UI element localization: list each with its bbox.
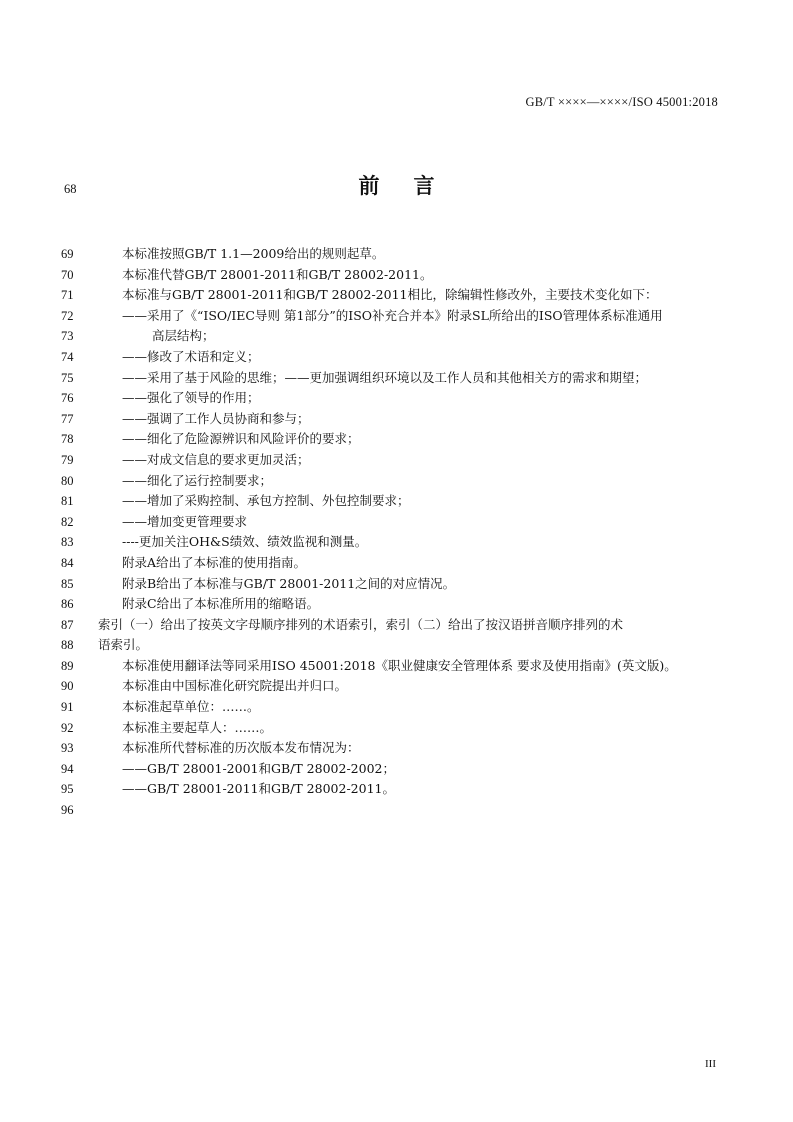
- text-line: [0, 450, 793, 471]
- line-number: 85: [61, 576, 74, 591]
- text-line: [0, 656, 793, 677]
- text-line: [0, 635, 793, 656]
- line-text: 高层结构；: [152, 328, 215, 344]
- text-line: [0, 532, 793, 553]
- line-number: 76: [61, 391, 74, 406]
- line-number: 79: [61, 452, 74, 467]
- line-number: 92: [61, 720, 74, 735]
- line-number: 69: [61, 247, 74, 261]
- line-number: 77: [61, 411, 74, 426]
- line-text: 本标准按照GB/T 1.1—2009给出的规则起草。: [122, 246, 385, 261]
- line-text: ——GB/T 28001-2011和GB/T 28002-2011。: [122, 781, 395, 797]
- line-text: 语索引。: [98, 637, 149, 653]
- text-line: [0, 491, 793, 512]
- text-line: [0, 429, 793, 450]
- line-number: 91: [61, 700, 74, 715]
- line-text: ——强调了工作人员协商和参与；: [122, 410, 310, 426]
- line-text: ——GB/T 28001-2001和GB/T 28002-2002；: [122, 760, 395, 776]
- line-text: 附录B给出了本标准与GB/T 28001-2011之间的对应情况。: [122, 575, 456, 591]
- page-number: III: [705, 1058, 716, 1070]
- text-line: [0, 409, 793, 430]
- text-line: [0, 553, 793, 574]
- line-text: ----更加关注OH&S绩效、绩效监视和测量。: [122, 534, 368, 550]
- line-number: 87: [61, 617, 74, 632]
- text-line: [0, 285, 793, 306]
- line-number: 93: [61, 741, 74, 756]
- line-number: 72: [61, 308, 74, 323]
- line-number: 68: [64, 182, 77, 196]
- text-line: [0, 800, 793, 821]
- line-text: ——强化了领导的作用；: [122, 390, 260, 406]
- line-number: 80: [61, 473, 74, 488]
- line-text: 本标准由中国标准化研究院提出并归口。: [122, 678, 348, 694]
- line-number: 81: [61, 494, 74, 509]
- foreword-body: [0, 244, 793, 821]
- line-number: 70: [61, 267, 74, 282]
- title-row: [0, 170, 793, 204]
- text-line: [0, 615, 793, 636]
- line-number: 89: [61, 658, 74, 673]
- line-text: ——对成文信息的要求更加灵活；: [122, 451, 310, 467]
- standard-code-header: GB/T ××××—××××/ISO 45001:2018: [525, 95, 718, 109]
- line-number: 95: [61, 782, 74, 797]
- text-line: [0, 265, 793, 286]
- line-text: 本标准所代替标准的历次版本发布情况为：: [122, 740, 360, 756]
- line-text: 本标准使用翻译法等同采用ISO 45001:2018《职业健康安全管理体系 要求及使用指南》(英文版)。: [122, 657, 677, 673]
- text-line: [0, 347, 793, 368]
- line-text: ——增加了采购控制、承包方控制、外包控制要求；: [122, 493, 410, 509]
- line-text: ——采用了基于风险的思维；——更加强调组织环境以及工作人员和其他相关方的需求和期望；: [122, 369, 648, 385]
- line-number: 94: [61, 761, 74, 776]
- line-text: ——修改了术语和定义；: [122, 348, 260, 364]
- text-line: [0, 697, 793, 718]
- line-text: 附录A给出了本标准的使用指南。: [122, 554, 307, 570]
- line-text: ——采用了《“ISO/IEC导则 第1部分”的ISO补充合并本》附录SL所给出的ISO管理体系标准通用: [122, 307, 663, 323]
- text-line: [0, 326, 793, 347]
- text-line: [0, 306, 793, 327]
- line-text: ——细化了运行控制要求；: [122, 472, 273, 488]
- line-text: 本标准代替GB/T 28001-2011和GB/T 28002-2011。: [122, 266, 433, 282]
- line-number: 84: [61, 555, 74, 570]
- line-text: 本标准起草单位：……。: [122, 699, 260, 715]
- text-line: [0, 388, 793, 409]
- line-text: ——细化了危险源辨识和风险评价的要求；: [122, 431, 360, 447]
- line-text: 索引（一）给出了按英文字母顺序排列的术语索引，索引（二）给出了按汉语拼音顺序排列的术: [98, 616, 624, 632]
- text-line: [0, 574, 793, 595]
- text-line: [0, 738, 793, 759]
- text-line: [0, 512, 793, 533]
- text-line: [0, 368, 793, 389]
- page-title: 前言: [358, 174, 469, 198]
- line-number: 83: [61, 535, 74, 550]
- line-number: 88: [61, 638, 74, 653]
- line-text: ——增加变更管理要求: [122, 513, 248, 529]
- line-text: 本标准主要起草人：……。: [122, 719, 273, 735]
- line-number: 75: [61, 370, 74, 385]
- text-line: [0, 718, 793, 739]
- line-number: 86: [61, 597, 74, 612]
- text-line: [0, 471, 793, 492]
- text-line: [0, 244, 793, 265]
- text-line: [0, 759, 793, 780]
- line-text: 附录C给出了本标准所用的缩略语。: [122, 596, 320, 612]
- line-number: 73: [61, 329, 74, 344]
- text-line: [0, 594, 793, 615]
- line-number: 71: [61, 288, 74, 303]
- line-number: 90: [61, 679, 74, 694]
- line-number: 74: [61, 349, 74, 364]
- line-number: 96: [61, 803, 74, 818]
- line-number: 82: [61, 514, 74, 529]
- text-line: [0, 779, 793, 800]
- line-text: 本标准与GB/T 28001-2011和GB/T 28002-2011相比，除编辑性修改外，主要技术变化如下：: [122, 287, 658, 303]
- line-number: 78: [61, 432, 74, 447]
- text-line: [0, 676, 793, 697]
